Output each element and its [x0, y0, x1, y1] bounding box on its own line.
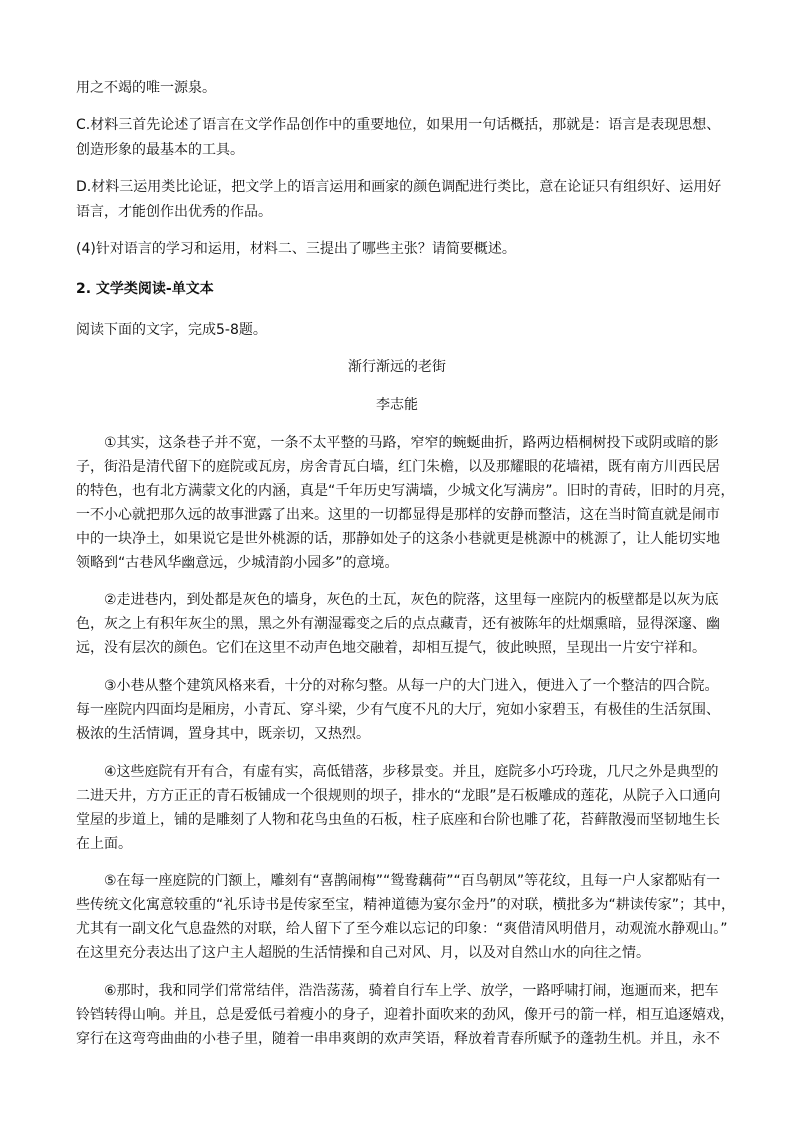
paragraph-line: 堂屋的步道上，铺的是雕刻了人物和花鸟虫鱼的石板，柱子底座和台阶也雕了花，苔藓散漫而坚韧地生长	[76, 812, 720, 828]
paragraph-line: 铃铛转得山响。并且，总是爱低弓着瘦小的身子，迎着扑面吹来的劲风，像开弓的箭一样，相互追逐嬉戏，	[76, 1007, 734, 1023]
paragraph-line: 些传统文化寓意较重的“礼乐诗书是传家至宝，精神道德为宴尔金丹”的对联，横批多为“耕读传家”；其中，	[76, 897, 736, 913]
paragraph-line: 极浓的生活情调，置身其中，既亲切，又热烈。	[76, 726, 370, 742]
paragraph-line: ⑤在每一座庭院的门额上，雕刻有“喜鹊闹梅”“鸳鸯藕荷”“百鸟朝凤”等花纹，且每一户人家都贴有一	[104, 873, 721, 889]
article-author: 李志能	[376, 397, 418, 413]
paragraph-line: 二进天井，方方正正的青石板铺成一个很规则的坝子，排水的“龙眼”是石板雕成的莲花，从院子入口通向	[76, 788, 721, 804]
paragraph-line: 色，灰之上有积年灰尘的黑，黑之外有潮湿霉变之后的点点藏青，还有被陈年的灶烟熏暗，显得深邃、幽	[76, 616, 720, 632]
paragraph-line: 在这里充分表达出了这户主人超脱的生活情操和自己对风、月，以及对自然山水的向往之情。	[76, 945, 650, 961]
section-heading: 2. 文学类阅读-单文本	[76, 281, 214, 297]
option-c-line-1: C.材料三首先论述了语言在文学作品创作中的重要地位，如果用一句话概括，那就是：语言是表现思想、	[76, 117, 721, 133]
paragraph-line: 一不小心就把那久远的故事泄露了出来。这里的一切都显得是那样的安静而整洁，这在当时简直就是闹市	[76, 507, 720, 523]
paragraph-line: 尤其有一副文化气息盎然的对联，给人留下了至今难以忘记的印象：“爽借清风明借月，动观流水静观山。”	[76, 921, 728, 937]
option-d-line-1: D.材料三运用类比论证，把文学上的语言运用和画家的颜色调配进行类比，意在论证只有组织好、运用好	[76, 179, 722, 195]
option-c-line-2: 创造形象的最基本的工具。	[76, 142, 244, 158]
question-4: (4)针对语言的学习和运用，材料二、三提出了哪些主张？请简要概述。	[76, 241, 516, 257]
paragraph-line: ⑥那时，我和同学们常常结伴，浩浩荡荡，骑着自行车上学、放学，一路呼啸打闹，迤逦而来，把车	[104, 983, 719, 999]
paragraph-line: 远，没有层次的颜色。它们在这里不动声色地交融着，却相互提气，彼此映照，呈现出一片安宁祥和。	[76, 640, 706, 656]
paragraph-line: 穿行在这弯弯曲曲的小巷子里，随着一串串爽朗的欢声笑语，释放着青春所赋予的蓬勃生机。并且，永不	[76, 1031, 720, 1047]
paragraph-line: ④这些庭院有开有合，有虚有实，高低错落，步移景变。并且，庭院多小巧玲珑，几尺之外是典型的	[104, 764, 719, 780]
paragraph-line: ③小巷从整个建筑风格来看，十分的对称匀整。从每一户的大门进入，便进入了一个整洁的四合院。	[104, 678, 719, 694]
text-line: 用之不竭的唯一源泉。	[76, 80, 216, 96]
paragraph-line: 中的一块净土，如果说它是世外桃源的话，那静如处子的这条小巷就更是桃源中的桃源了，让人能切实地	[76, 531, 720, 547]
article-title: 渐行渐远的老街	[348, 359, 446, 375]
paragraph-line: 每一座院内四面均是厢房，小青瓦、穿斗梁，少有气度不凡的大厅，宛如小家碧玉，有极佳的生活氛围、	[76, 702, 720, 718]
paragraph-line: ①其实，这条巷子并不宽，一条不太平整的马路，窄窄的蜿蜒曲折，路两边梧桐树投下或阴或暗的影	[104, 435, 719, 451]
paragraph-line: 子，街沿是清代留下的庭院或瓦房，房舍青瓦白墙，红门朱檐，以及那耀眼的花墙裙，既有南方川西民居	[76, 459, 720, 475]
paragraph-line: ②走进巷内，到处都是灰色的墙身，灰色的土瓦，灰色的院落，这里每一座院内的板壁都是以灰为底	[104, 592, 719, 608]
paragraph-line: 在上面。	[76, 836, 132, 852]
instruction-text: 阅读下面的文字，完成5-8题。	[76, 322, 267, 338]
option-d-line-2: 语言，才能创作出优秀的作品。	[76, 204, 272, 220]
paragraph-line: 领略到“古巷风华幽意远，少城清韵小园多”的意境。	[76, 555, 399, 571]
paragraph-line: 的特色，也有北方满蒙文化的内涵，真是“千年历史写满墙，少城文化写满房”。旧时的青砖，旧时的月亮，	[76, 483, 735, 499]
